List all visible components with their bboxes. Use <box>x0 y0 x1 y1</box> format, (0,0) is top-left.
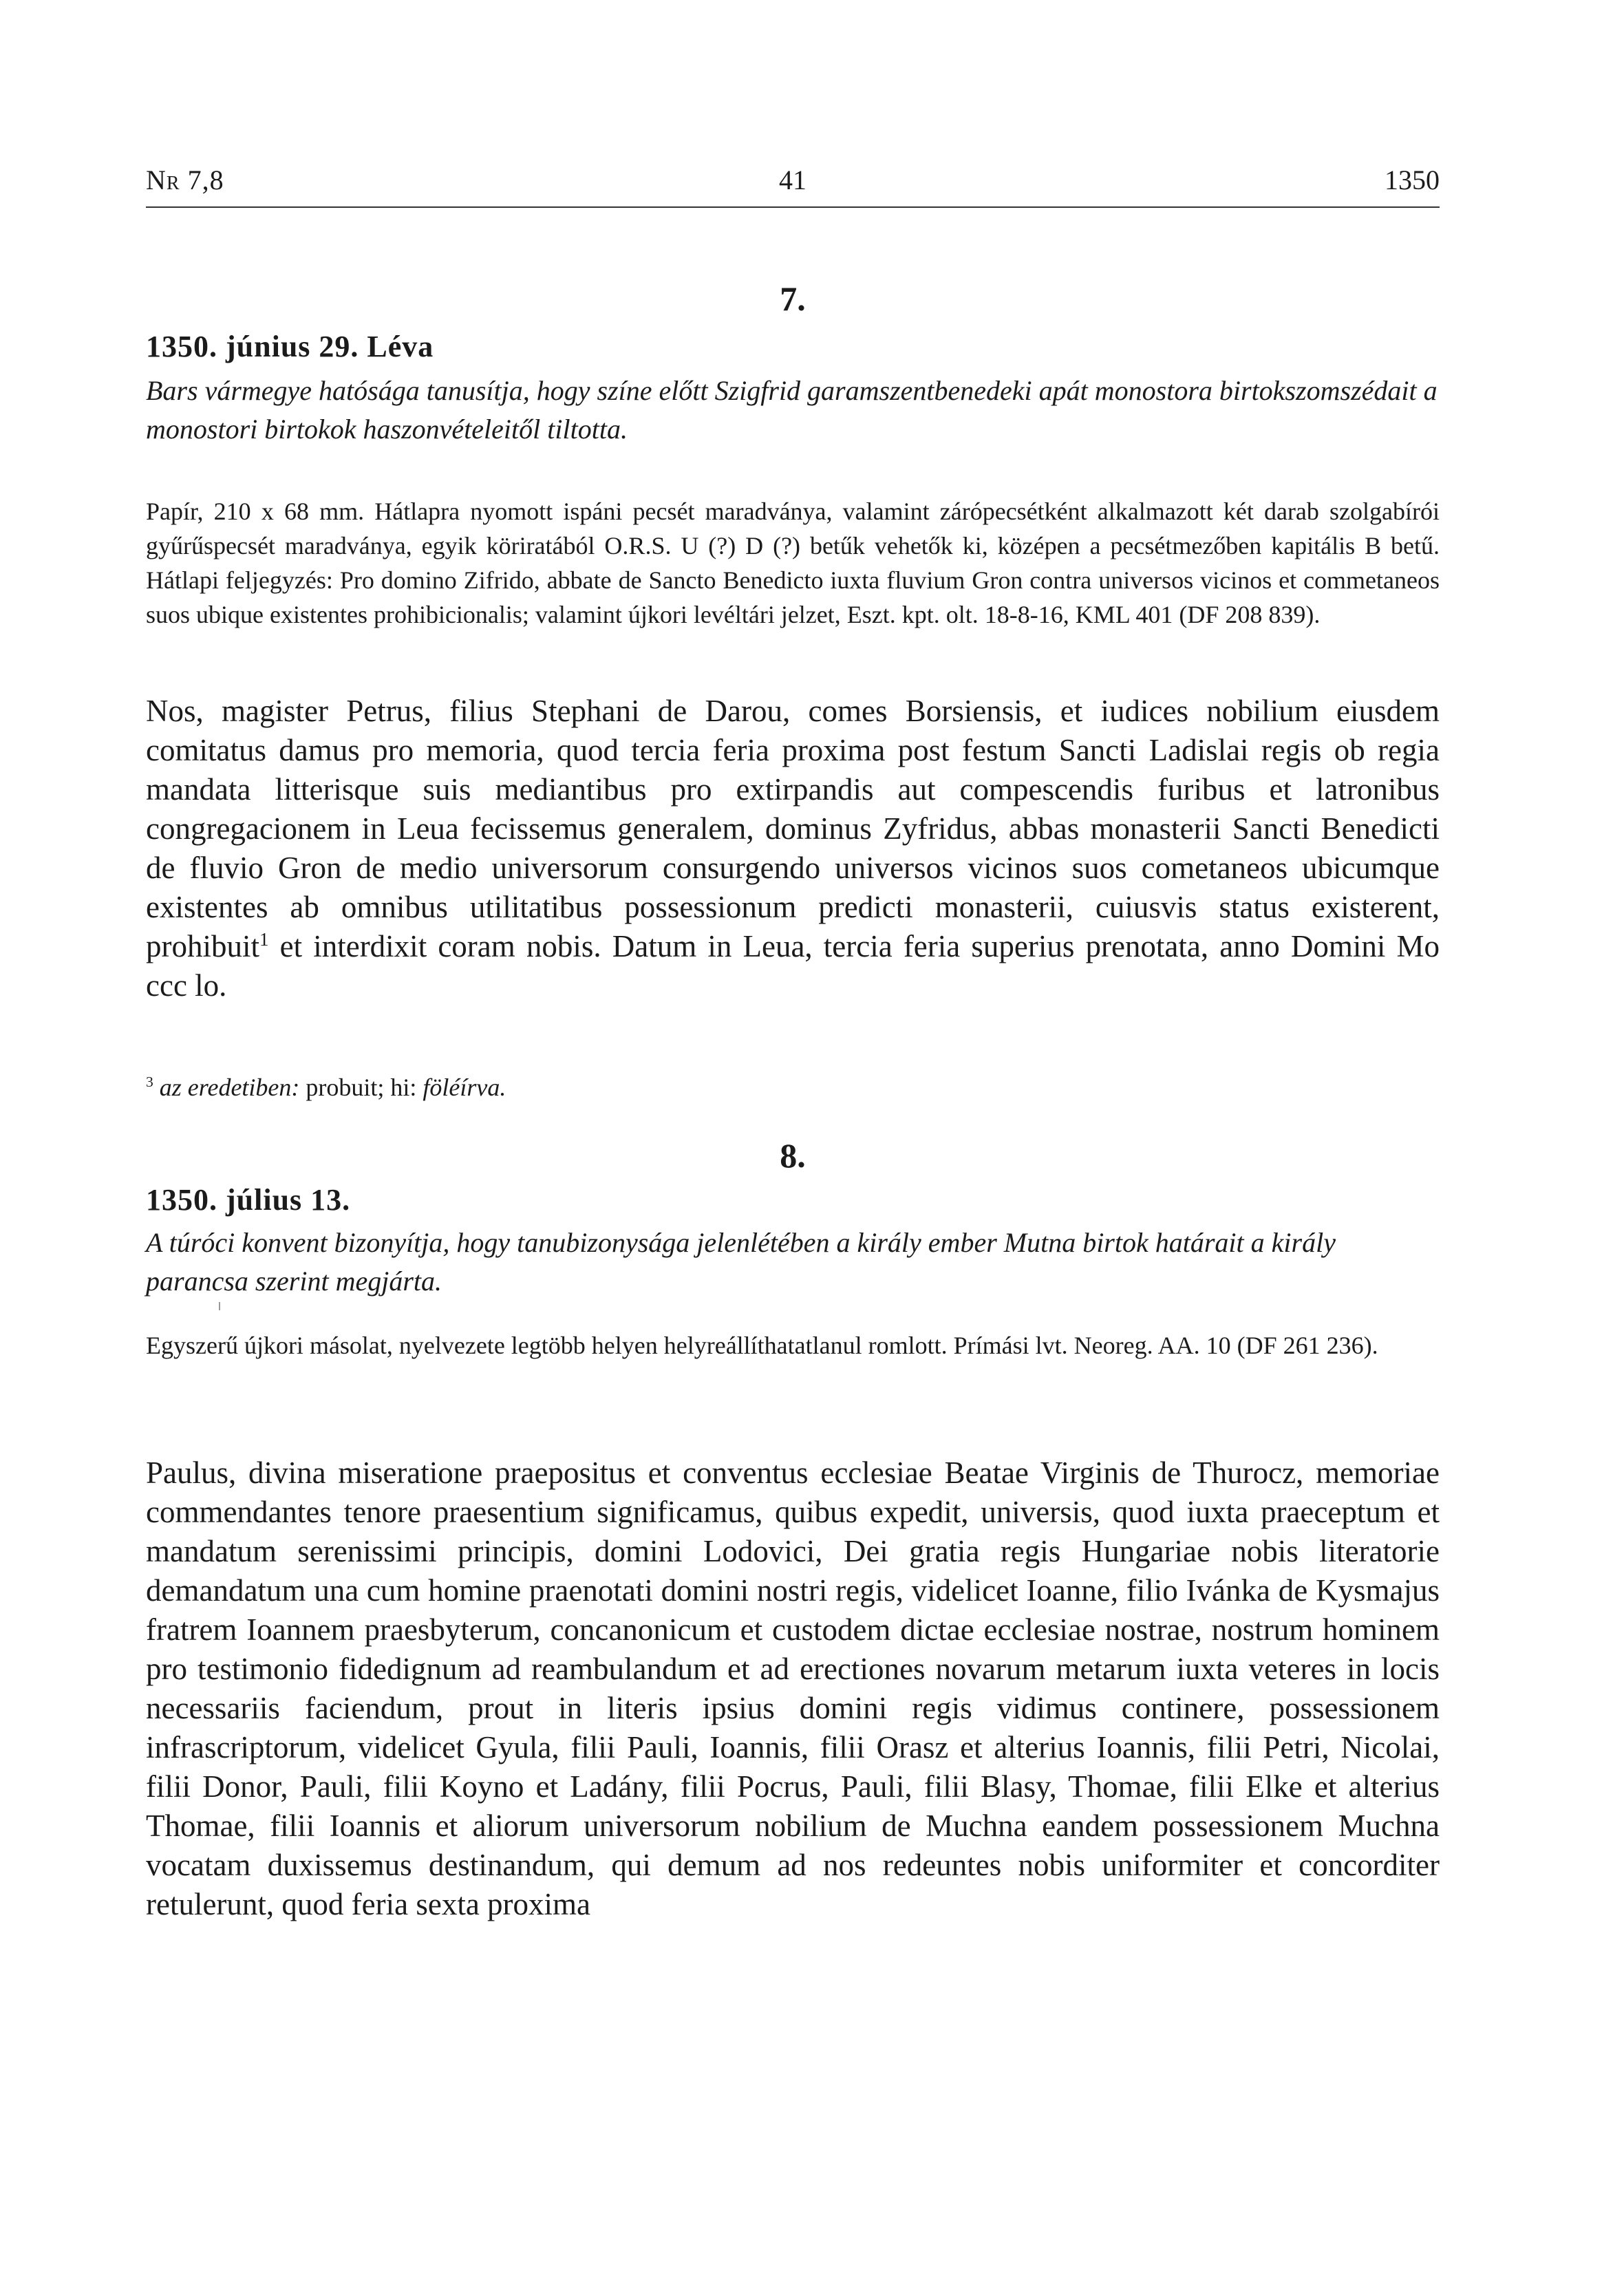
entry-7-note-marker: 1 <box>259 929 269 950</box>
entry-8-number: 8. <box>780 1136 806 1175</box>
entry-7-apparatus: Papír, 210 x 68 mm. Hátlapra nyomott ispáni pecsét maradványa, valamint zárópecsétként alkalmazott két darab szolgabírói gyűrűspecsét maradványa, egyik köriratából O.R.S. U (?) D (?) betűk vehetők ki, középen a pecsétmezőben kapitális B betű. Hátlapi feljegyzés: Pro domino Zifrido, abbate de Sancto Benedicto iuxta fluvium Gron contra universos vicinos et commetaneos suos ubique existentes prohibicionalis; valamint újkori levéltári jelzet, Eszt. kpt. olt. 18-8-16, KML 401 (DF 208 839). <box>146 498 1440 628</box>
entry-7-date: 1350. június 29. Léva <box>146 330 434 363</box>
entry-7-text-part-2: et interdixit coram nobis. Datum in Leua, tercia feria superius prenotata, anno Domini Mo ccc lo. <box>146 929 1440 1003</box>
entry-8-regest: A túróci konvent bizonyítja, hogy tanubizonysága jelenlétében a király ember Mutna birtok határait a király parancsa szerint megjárta. <box>146 1227 1336 1297</box>
entry-7-footnote <box>146 1070 1440 1105</box>
running-head-document-numbers: Nr 7,8 <box>146 164 224 195</box>
entry-7-number: 7. <box>780 279 806 318</box>
entry-8-text: Paulus, divina miseratione praepositus et conventus ecclesiae Beatae Virginis de Thurocz, memoriae commendantes tenore praesentium significamus, quibus expedit, universis, quod iuxta praeceptum et mandatum serenissimi principis, domini Lodovici, Dei gratia regis Hungariae nobis literatorie demandatum una cum homine praenotati domini nostri regis, videlicet Ioanne, filio Ivánka de Kysmajus fratrem Ioannem praesbyterum, concanonicum et custodem dictae ecclesiae nostrae, nostrum hominem pro testimonio fidedignum ad reambulandum et ad erectiones novarum metarum iuxta veteres in locis necessariis faciendum, prout in literis ipsius domini regis vidimus continere, possessionem infrascriptorum, videlicet Gyula, filii Pauli, Ioannis, filii Orasz et alterius Ioannis, filii Petri, Nicolai, filii Donor, Pauli, filii Koyno et Ladány, filii Pocrus, Pauli, filii Blasy, Thomae, filii Elke et alterius Thomae, filii Ioannis et aliorum universorum nobilium de Muchna eandem possessionem Muchna vocatam duxissemus destinandum, qui demum ad nos redeuntes nobis uniformiter et concorditer retulerunt, quod feria sexta proxima <box>146 1456 1440 1921</box>
page-number: 41 <box>779 164 806 195</box>
entry-8-apparatus: Egyszerű újkori másolat, nyelvezete legtöbb helyen helyreállíthatatlanul romlott. Prímási lvt. Neoreg. AA. 10 (DF 261 236). <box>146 1332 1378 1359</box>
entry-8-date: 1350. július 13. <box>146 1183 351 1217</box>
entry-7-regest: Bars vármegye hatósága tanusítja, hogy színe előtt Szigfrid garamszentbenedeki apát monostora birtokszomszédait a monostori birtokok haszonvételeitől tiltotta. <box>146 375 1438 445</box>
running-head <box>146 164 1440 205</box>
header-rule <box>146 206 1440 208</box>
footnote-marker: 3 <box>146 1074 153 1090</box>
entry-7-text-part-1: Nos, magister Petrus, filius Stephani de Darou, comes Borsiensis, et iudices nobilium eiusdem comitatus damus pro memoria, quod tercia feria proxima post festum Sancti Ladislai regis ob regia mandata litterisque suis mediantibus pro extirpandis aut compescendis furibus et latronibus congregacionem in Leua fecissemus generalem, dominus Zyfridus, abbas monasterii Sancti Benedicti de fluvio Gron de medio universorum consurgendo universos vicinos suos cometaneos ubicumque existentes ab omnibus utilitatibus possessionum predicti monasterii, cuiusvis status existerent, prohibuit <box>146 694 1440 963</box>
entry-7-text <box>146 692 1440 1005</box>
footnote-plain-1: probuit; hi: <box>299 1074 423 1101</box>
stray-mark <box>219 1302 220 1310</box>
footnote-italic-1: az eredetiben: <box>159 1074 300 1101</box>
running-head-year: 1350 <box>1385 164 1440 195</box>
footnote-italic-2: föléírva. <box>423 1074 506 1101</box>
